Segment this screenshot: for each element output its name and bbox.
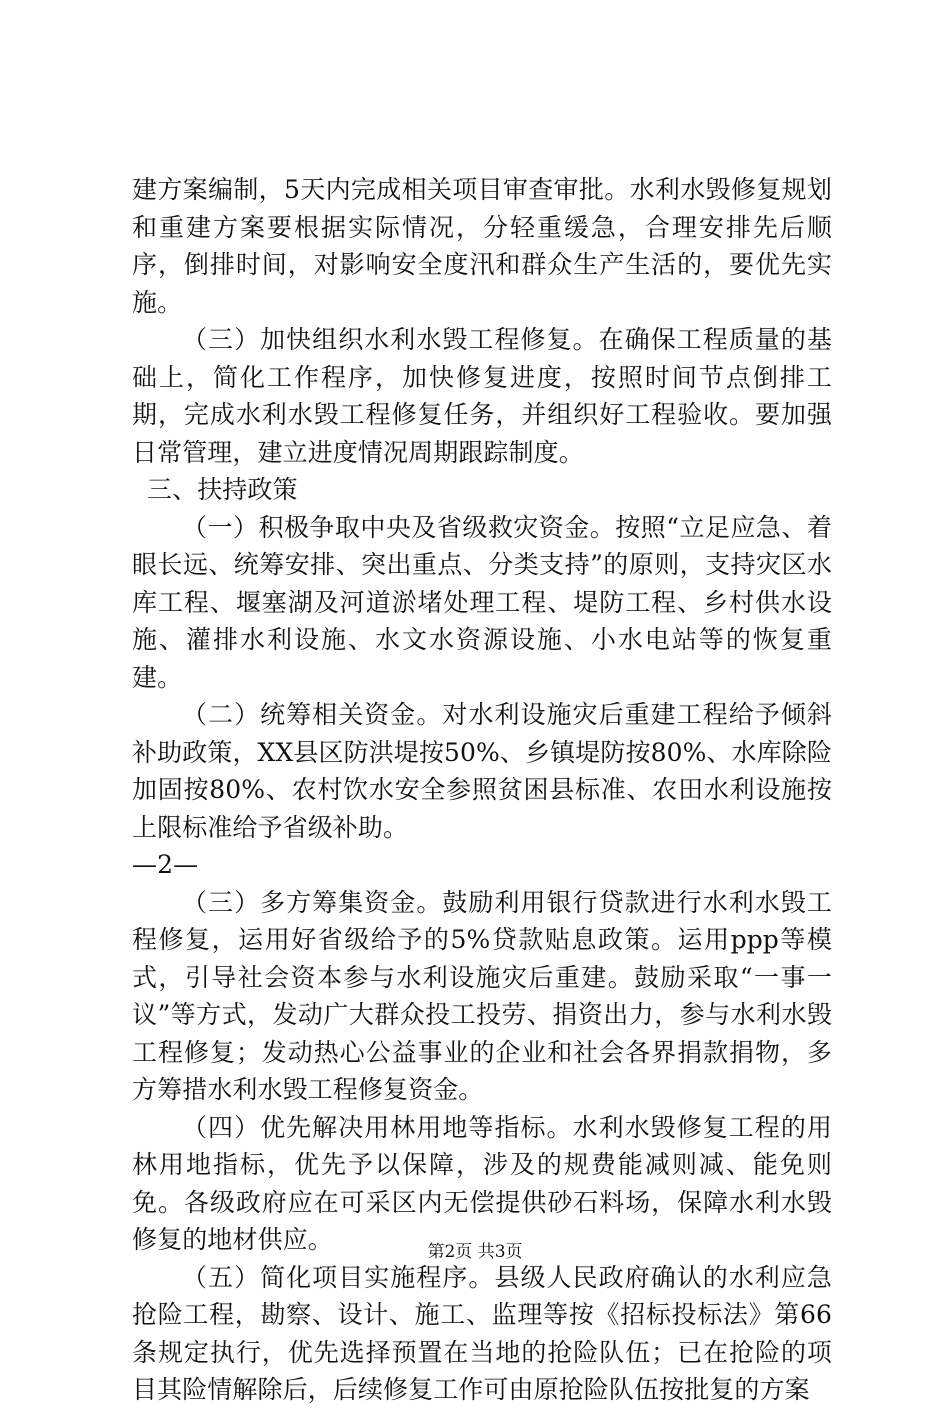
document-body	[132, 171, 832, 1409]
paragraph-policy-3: （三）多方筹集资金。鼓励利用银行贷款进行水利水毁工程修复，运用好省级给予的5%贷款贴息政策。运用ppp等模式，引导社会资本参与水利设施灾后重建。鼓励采取“一事一议”等方式，发动广大群众投工投劳、捐资出力，参与水利水毁工程修复；发动热心公益事业的企业和社会各界捐款捐物，多方筹措水利水毁工程修复资金。	[132, 887, 832, 1104]
paragraph-continuation: 建方案编制，5天内完成相关项目审查审批。水利水毁修复规划和重建方案要根据实际情况，分轻重缓急，合理安排先后顺序，倒排时间，对影响安全度汛和群众生产生活的，要优先实施。	[132, 175, 832, 317]
page-number-mark: —2—	[132, 850, 199, 879]
paragraph-policy-1: （一）积极争取中央及省级救灾资金。按照“立足应急、着眼长远、统筹安排、突出重点、分类支持”的原则，支持灾区水库工程、堰塞湖及河道淤堵处理工程、堤防工程、乡村供水设施、灌排水利设施、水文水资源设施、小水电站等的恢复重建。	[132, 512, 832, 692]
section-heading-support-policy: 三、扶持政策	[147, 475, 298, 504]
paragraph-item-3-repair: （三）加快组织水利水毁工程修复。在确保工程质量的基础上，简化工作程序，加快修复进度，按照时间节点倒排工期，完成水利水毁工程修复任务，并组织好工程验收。要加强日常管理，建立进度情况周期跟踪制度。	[132, 325, 832, 467]
paragraph-policy-5: （五）简化项目实施程序。县级人民政府确认的水利应急抢险工程，勘察、设计、施工、监理等按《招标投标法》第66条规定执行，优先选择预置在当地的抢险队伍；已在抢险的项目其险情解除后，后续修复工作可由原抢险队伍按批复的方案	[132, 1262, 832, 1404]
page-footer: 第2页 共3页	[427, 1242, 523, 1262]
paragraph-policy-4: （四）优先解决用林用地等指标。水利水毁修复工程的用林用地指标，优先予以保障，涉及的规费能减则减、能免则免。各级政府应在可采区内无偿提供砂石料场，保障水利水毁修复的地材供应。	[132, 1112, 832, 1254]
paragraph-policy-2: （二）统筹相关资金。对水利设施灾后重建工程给予倾斜补助政策，XX县区防洪堤按50%、乡镇堤防按80%、水库除险加固按80%、农村饮水安全参照贫困县标准、农田水利设施按上限标准给予省级补助。	[132, 700, 832, 842]
